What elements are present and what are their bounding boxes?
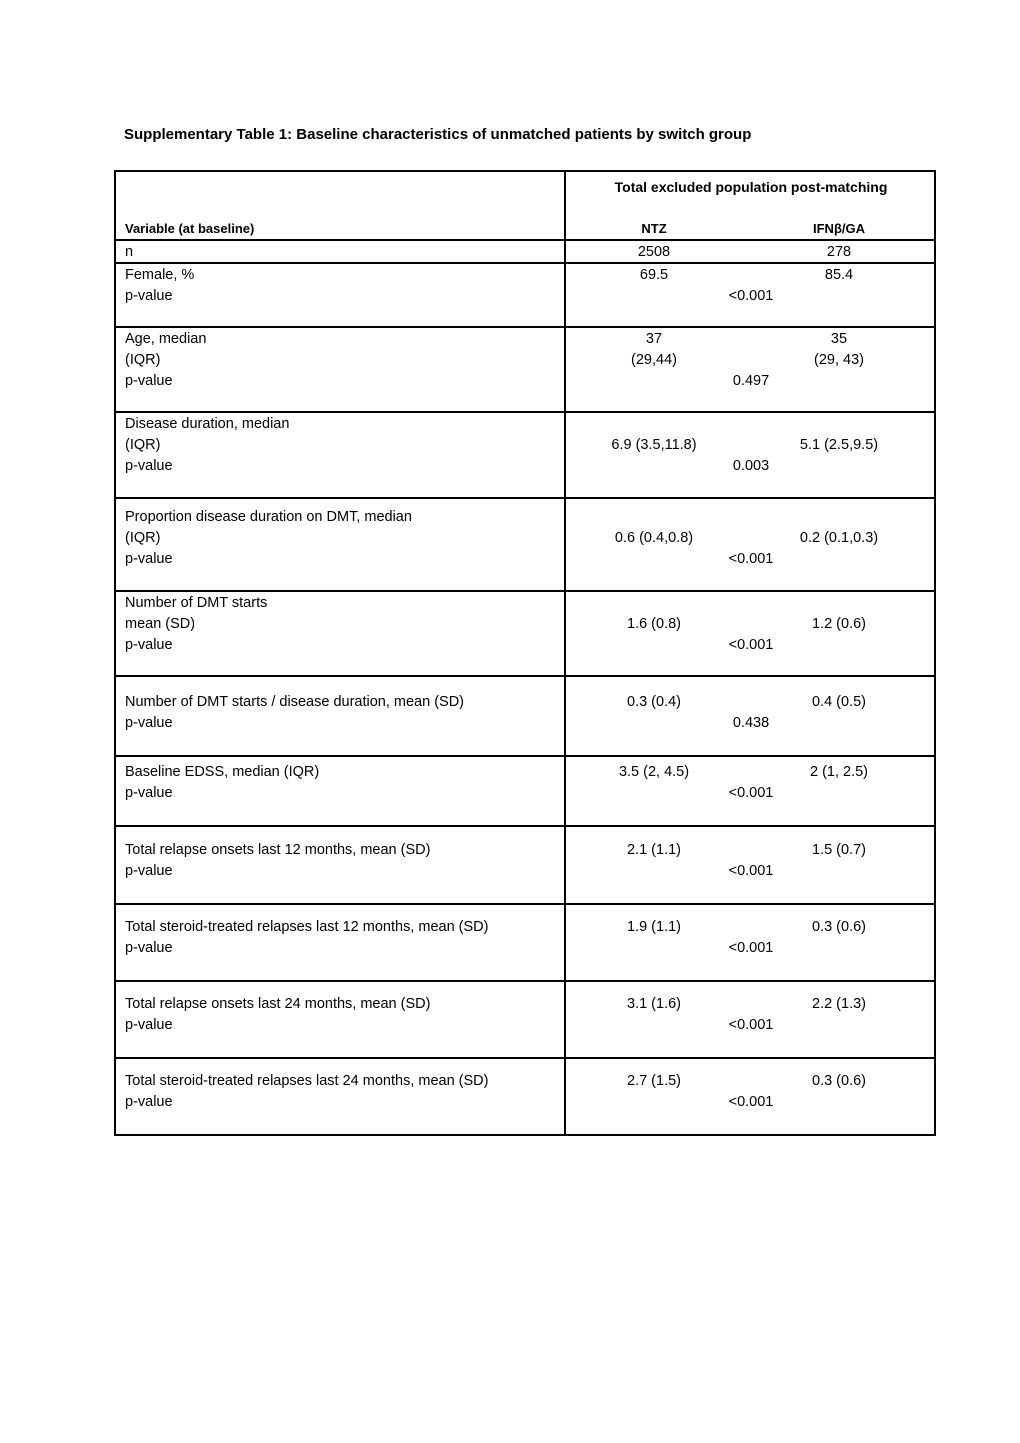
ifn-value: 1.5 (0.7) — [812, 842, 866, 858]
p-value: <0.001 — [728, 551, 774, 567]
ntz-value: 0.6 (0.4,0.8) — [614, 530, 694, 546]
ifn-value: 5.1 (2.5,9.5) — [799, 437, 879, 453]
ifn-value: 85.4 — [824, 267, 854, 283]
table-row — [116, 675, 934, 755]
row-label: Total relapse onsets last 24 months, mean (SD) — [125, 996, 431, 1012]
ifn-value: 2.2 (1.3) — [812, 996, 866, 1012]
ntz-value: 2508 — [637, 244, 671, 260]
row-label: Baseline EDSS, median (IQR) — [125, 764, 320, 780]
ntz-value: 37 — [645, 331, 663, 347]
table-row — [116, 755, 934, 825]
ifn-value: 0.3 (0.6) — [812, 919, 866, 935]
row-label: mean (SD) — [125, 616, 196, 632]
p-value: <0.001 — [728, 940, 774, 956]
p-value: <0.001 — [728, 785, 774, 801]
row-label: p-value — [125, 458, 173, 474]
row-label: p-value — [125, 863, 173, 879]
p-value: <0.001 — [728, 288, 774, 304]
row-label: p-value — [125, 551, 173, 567]
p-value: <0.001 — [728, 1094, 774, 1110]
table-row — [116, 497, 934, 590]
ifn-value: 35 — [830, 331, 848, 347]
baseline-table — [114, 170, 936, 1136]
row-label: (IQR) — [125, 352, 161, 368]
page-title: Supplementary Table 1: Baseline characteristics of unmatched patients by switch group — [124, 126, 752, 143]
row-label: Age, median — [125, 331, 207, 347]
row-label: p-value — [125, 1017, 173, 1033]
variable-header: Variable (at baseline) — [125, 221, 255, 236]
row-label: n — [125, 244, 134, 260]
group-title: Total excluded population post-matching — [614, 179, 888, 195]
row-label: (IQR) — [125, 437, 161, 453]
header-variable-cell — [116, 172, 566, 239]
ntz-value: 3.1 (1.6) — [627, 996, 681, 1012]
ntz-value: 0.3 (0.4) — [627, 694, 681, 710]
row-label: Number of DMT starts — [125, 595, 268, 611]
col-ifn-header: IFNβ/GA — [813, 221, 865, 236]
row-label: Total steroid-treated relapses last 12 months, mean (SD) — [125, 919, 489, 935]
row-label: p-value — [125, 373, 173, 389]
ifn-value: 0.3 (0.6) — [812, 1073, 866, 1089]
p-value: <0.001 — [728, 1017, 774, 1033]
row-label: Proportion disease duration on DMT, median — [125, 509, 412, 525]
row-label: p-value — [125, 637, 173, 653]
ntz-value: 6.9 (3.5,11.8) — [611, 437, 697, 453]
ifn-value: 2 (1, 2.5) — [809, 764, 869, 780]
ntz-value: 2.7 (1.5) — [627, 1073, 681, 1089]
row-label: p-value — [125, 940, 173, 956]
table-row — [116, 411, 934, 497]
table-header-row — [116, 172, 934, 239]
row-label: Total relapse onsets last 12 months, mean (SD) — [125, 842, 431, 858]
row-label: Disease duration, median — [125, 416, 290, 432]
ifn-value: 278 — [826, 244, 852, 260]
row-label: p-value — [125, 785, 173, 801]
ifn-iqr: (29, 43) — [814, 352, 864, 368]
ifn-value: 1.2 (0.6) — [812, 616, 866, 632]
table-row — [116, 262, 934, 326]
row-label: Number of DMT starts / disease duration, mean (SD) — [125, 694, 464, 710]
ifn-value: 0.2 (0.1,0.3) — [799, 530, 879, 546]
row-label: p-value — [125, 715, 173, 731]
ntz-iqr: (29,44) — [631, 352, 677, 368]
table-row — [116, 326, 934, 411]
col-ntz-header: NTZ — [641, 221, 667, 236]
ntz-value: 3.5 (2, 4.5) — [618, 764, 690, 780]
table-row — [116, 903, 934, 980]
p-value: <0.001 — [728, 863, 774, 879]
ntz-value: 1.9 (1.1) — [627, 919, 681, 935]
row-label: (IQR) — [125, 530, 161, 546]
p-value: 0.438 — [732, 715, 770, 731]
ntz-value: 2.1 (1.1) — [627, 842, 681, 858]
table-row — [116, 980, 934, 1057]
table-row — [116, 590, 934, 675]
p-value: 0.497 — [732, 373, 770, 389]
row-label: Total steroid-treated relapses last 24 months, mean (SD) — [125, 1073, 489, 1089]
row-label: p-value — [125, 288, 173, 304]
ifn-value: 0.4 (0.5) — [812, 694, 866, 710]
row-label: p-value — [125, 1094, 173, 1110]
row-label: Female, % — [125, 267, 195, 283]
table-row — [116, 1057, 934, 1134]
ntz-value: 69.5 — [639, 267, 669, 283]
table-row — [116, 825, 934, 903]
table-row-n — [116, 239, 934, 262]
p-value: 0.003 — [732, 458, 770, 474]
p-value: <0.001 — [728, 637, 774, 653]
ntz-value: 1.6 (0.8) — [627, 616, 681, 632]
header-values-cell — [566, 172, 934, 239]
